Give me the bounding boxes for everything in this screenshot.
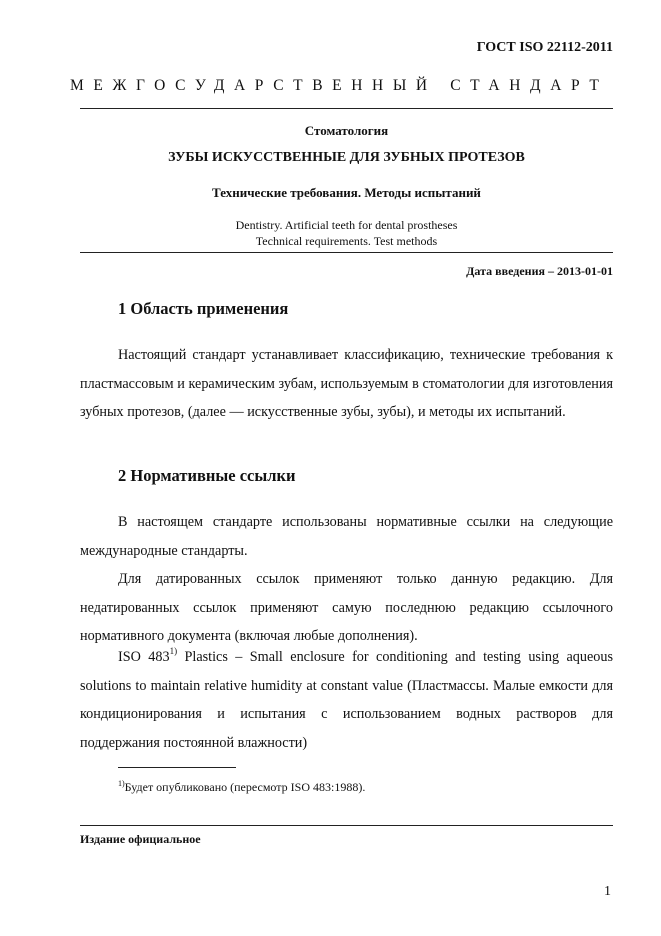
effective-date: Дата введения – 2013-01-01 xyxy=(466,264,613,278)
subtitle: Технические требования. Методы испытаний xyxy=(212,185,481,200)
header-rule xyxy=(80,108,613,109)
footnote-mark: 1) xyxy=(118,779,125,788)
references-paragraph-2: Для датированных ссылок применяют только данную редакцию. Для недатированных ссылок применяют самую последнюю редакцию ссылочного нормативного документа (включая любые дополнения). xyxy=(80,571,613,645)
topic-title: Стоматология xyxy=(304,123,389,138)
iso-483-reference xyxy=(80,643,613,758)
edition-rule xyxy=(80,825,613,826)
scope-paragraph: Настоящий стандарт устанавливает классификацию, технические требования к пластмассовым и керамическим зубам, используемым в стоматологии для изготовления зубных протезов, (далее — искусственные зубы, зубы), и методы их испытаний. xyxy=(80,347,613,421)
iso-number: ISO 483 xyxy=(118,649,170,665)
english-title-line-1: Dentistry. Artificial teeth for dental prostheses xyxy=(235,218,458,232)
footnote-separator xyxy=(118,767,236,768)
main-title: ЗУБЫ ИСКУССТВЕННЫЕ ДЛЯ ЗУБНЫХ ПРОТЕЗОВ xyxy=(168,150,525,165)
footnote-reference-mark[interactable]: 1) xyxy=(169,646,178,656)
official-edition-label: Издание официальное xyxy=(80,832,201,846)
section-heading-scope: 1 Область применения xyxy=(118,299,289,318)
interstate-standard-banner: МЕЖГОСУДАРСТВЕННЫЙ СТАНДАРТ xyxy=(70,77,609,94)
english-title-line-2: Technical requirements. Test methods xyxy=(255,234,438,248)
title-rule xyxy=(80,252,613,253)
footnote xyxy=(118,779,365,795)
footnote-text: Будет опубликовано (пересмотр ISO 483:1988). xyxy=(124,780,366,794)
references-paragraph-1: В настоящем стандарте использованы нормативные ссылки на следующие международные стандарты. xyxy=(80,514,613,559)
english-title xyxy=(80,217,613,249)
page-number: 1 xyxy=(604,884,611,899)
standard-code: ГОСТ ISO 22112-2011 xyxy=(476,40,613,55)
iso-reference-text: Plastics – Small enclosure for conditioning and testing using aqueous solutions to maintain relative humidity at constant value (Пластмассы. Малые емкости для кондиционирования и испытания с использованием водных растворов для поддержания постоянной влажности) xyxy=(80,649,613,752)
section-heading-references: 2 Нормативные ссылки xyxy=(118,466,296,485)
